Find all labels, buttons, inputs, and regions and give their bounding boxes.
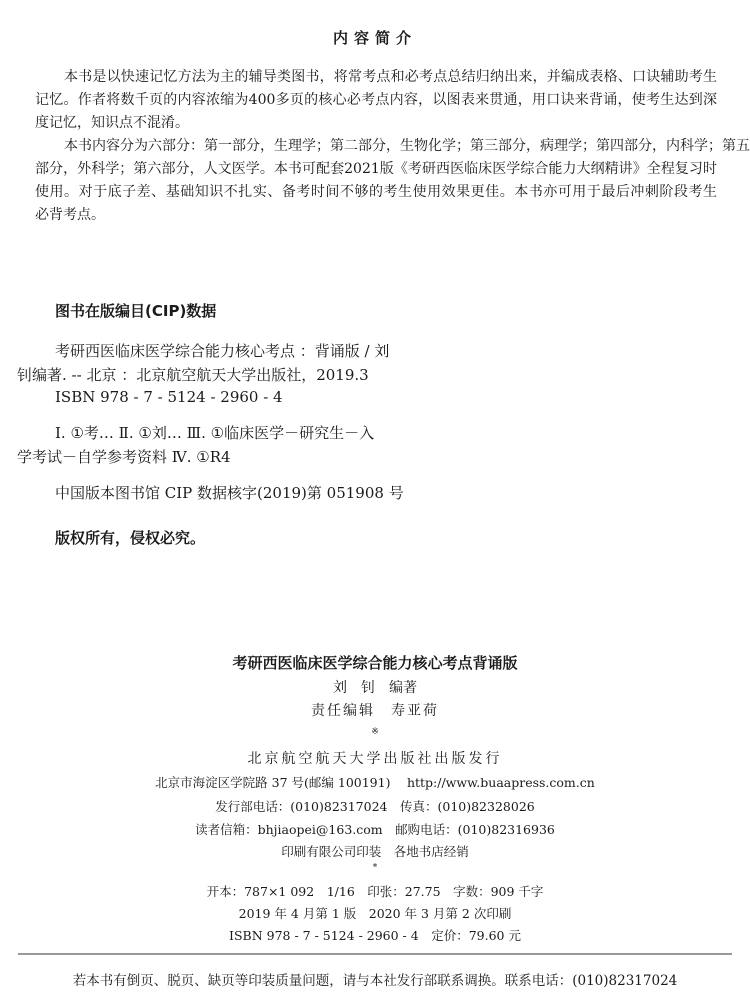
separator: ※	[371, 727, 379, 737]
printer: 印刷有限公司印装 各地书店经销	[281, 844, 469, 859]
intro-line: 必背考点。	[35, 207, 105, 223]
intro-line: 度记忆，知识点不混淆。	[35, 115, 189, 131]
cip-line: 钊编著. -- 北京 ：北京航空航天大学出版社，2019.3	[17, 366, 369, 384]
cip-line: 考研西医临床医学综合能力核心考点 ：背诵版 / 刘	[55, 342, 390, 360]
cip-line: 中国版本图书馆 CIP 数据核字(2019)第 051908 号	[55, 484, 404, 502]
divider	[18, 953, 732, 955]
cip-line: ISBN 978 - 7 - 5124 - 2960 - 4	[55, 388, 283, 406]
cip-line: 学考试－自学参考资料 Ⅳ. ①R4	[17, 448, 231, 466]
cip-line: Ⅰ. ①考… Ⅱ. ①刘… Ⅲ. ①临床医学－研究生－入	[55, 424, 375, 442]
cip-heading: 图书在版编目(CIP)数据	[55, 302, 217, 320]
isbn-price: ISBN 978 - 7 - 5124 - 2960 - 4 定价：79.60 元	[229, 928, 521, 943]
footer-notice: 若本书有倒页、脱页、缺页等印装质量问题，请与本社发行部联系调换。联系电话：(010)82317024	[72, 973, 678, 989]
copyright-notice: 版权所有，侵权必究。	[55, 529, 206, 547]
intro-line: 部分，外科学；第六部分，人文医学。本书可配套2021版《考研西医临床医学综合能力大纲精讲》全程复习时	[35, 161, 717, 177]
intro-line: 本书内容分为六部分：第一部分，生理学；第二部分，生物化学；第三部分，病理学；第四部分，内科学；第五	[64, 138, 750, 154]
format-info: 开本：787×1 092 1/16 印张：27.75 字数：909 千字	[206, 884, 544, 899]
publisher: 北京航空航天大学出版社出版发行	[247, 751, 503, 767]
editor: 责任编辑 寿亚荷	[311, 703, 439, 719]
phone-fax: 发行部电话：(010)82317024 传真：(010)82328026	[215, 799, 535, 814]
intro-title: 内容简介	[332, 29, 417, 47]
author: 刘 钊 编著	[333, 680, 417, 696]
email-mail: 读者信箱：bhjiaopei@163.com 邮购电话：(010)82316936	[195, 822, 555, 837]
intro-line: 使用。对于底子差、基础知识不扎实、备考时间不够的考生使用效果更佳。本书亦可用于最后冲刺阶段考生	[35, 184, 717, 200]
intro-line: 记忆。作者将数千页的内容浓缩为400多页的核心必考点内容，以图表来贯通，用口诀来背诵，使考生达到深	[35, 92, 717, 108]
edition-info: 2019 年 4 月第 1 版 2020 年 3 月第 2 次印刷	[238, 906, 512, 921]
intro-line: 本书是以快速记忆方法为主的辅导类图书，将常考点和必考点总结归纳出来，并编成表格、口诀辅助考生	[64, 69, 717, 85]
separator: *	[372, 863, 378, 873]
address: 北京市海淀区学院路 37 号(邮编 100191) http://www.buaapress.com.cn	[155, 775, 595, 790]
book-title: 考研西医临床医学综合能力核心考点背诵版	[232, 654, 518, 672]
